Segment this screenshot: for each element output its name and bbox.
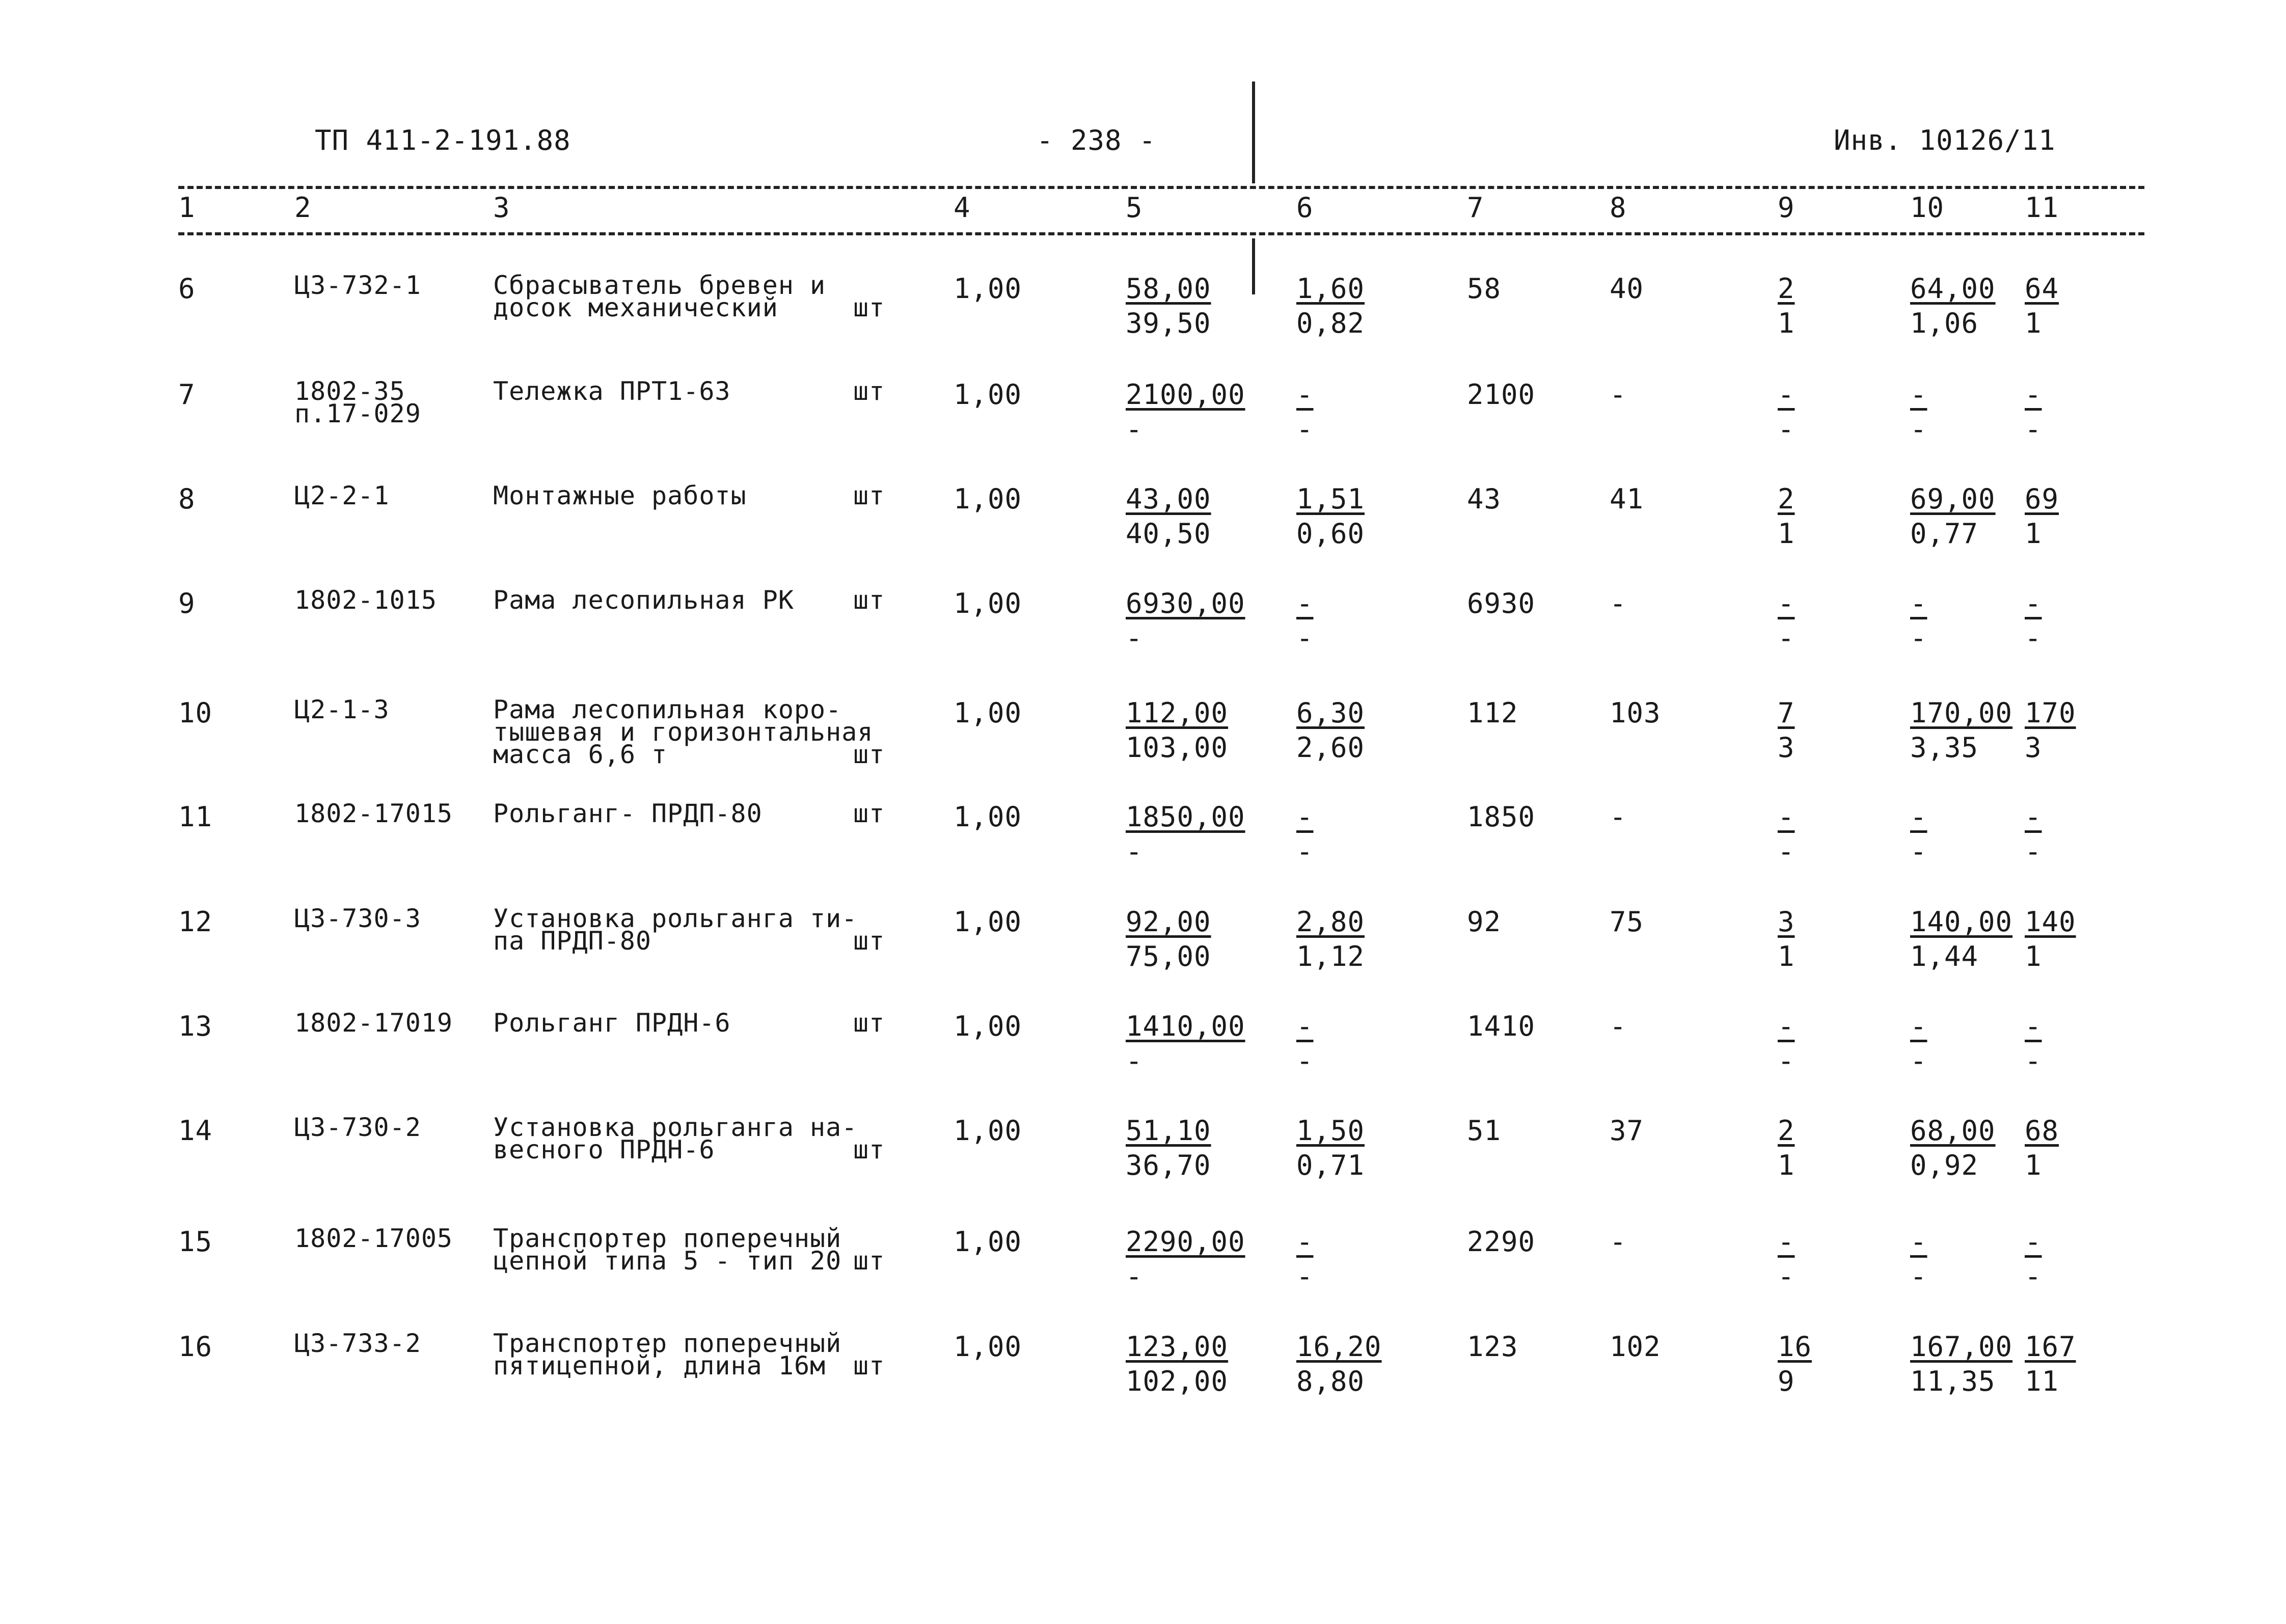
unit: шт (853, 1351, 885, 1381)
price-code: Ц3-730-2 (294, 1113, 421, 1142)
price-code: Ц3-733-2 (294, 1329, 421, 1358)
value-c11-top: - (2025, 1226, 2042, 1258)
value-c5-bottom: - (1126, 1045, 1143, 1077)
value-c9-top: - (1778, 378, 1795, 411)
value-c7: 112 (1467, 697, 1518, 729)
item-name: масса 6,6 т (493, 740, 668, 769)
value-c5-top: 1850,00 (1126, 801, 1245, 833)
value-c6-bottom: 0,82 (1296, 307, 1365, 339)
value-c5-top: 6930,00 (1126, 587, 1245, 619)
column-header-3: 3 (493, 192, 510, 224)
value-c11-top: 64 (2025, 273, 2059, 305)
value-c11-top: - (2025, 1010, 2042, 1042)
quantity: 1,00 (954, 378, 1022, 411)
column-header-4: 4 (954, 192, 971, 224)
row-number: 6 (178, 273, 196, 305)
unit: шт (853, 799, 885, 828)
value-c6-bottom: 0,71 (1296, 1149, 1365, 1181)
column-header-9: 9 (1778, 192, 1795, 224)
value-c6-bottom: - (1296, 622, 1314, 654)
column-header-8: 8 (1610, 192, 1627, 224)
value-c7: 6930 (1467, 587, 1536, 619)
price-code: Ц2-1-3 (294, 695, 390, 724)
value-c6-top: - (1296, 1226, 1314, 1258)
quantity: 1,00 (954, 483, 1022, 515)
value-c7: 58 (1467, 273, 1502, 305)
value-c8: 37 (1610, 1115, 1644, 1147)
value-c6-bottom: - (1296, 413, 1314, 445)
value-c7: 92 (1467, 906, 1502, 938)
item-name: Транспортер поперечный (493, 1224, 842, 1253)
value-c6-top: 2,80 (1296, 906, 1365, 938)
value-c9-bottom: - (1778, 835, 1795, 868)
value-c5-bottom: - (1126, 622, 1143, 654)
quantity: 1,00 (954, 697, 1022, 729)
unit: шт (853, 740, 885, 769)
value-c9-bottom: 9 (1778, 1365, 1795, 1397)
value-c10-top: 167,00 (1910, 1331, 2013, 1363)
document-code: ТП 411-2-191.88 (315, 124, 571, 156)
price-code: 1802-17015 (294, 799, 453, 828)
value-c9-top: 16 (1778, 1331, 1812, 1363)
quantity: 1,00 (954, 906, 1022, 938)
column-header-6: 6 (1296, 192, 1314, 224)
column-header-5: 5 (1126, 192, 1143, 224)
value-c11-bottom: 1 (2025, 518, 2042, 550)
value-c5-top: 1410,00 (1126, 1010, 1245, 1042)
header-rule-top (178, 186, 2144, 189)
quantity: 1,00 (954, 1115, 1022, 1147)
value-c11-top: 68 (2025, 1115, 2059, 1147)
value-c10-top: 170,00 (1910, 697, 2013, 729)
value-c11-bottom: 1 (2025, 940, 2042, 972)
value-c5-bottom: - (1126, 1260, 1143, 1292)
value-c11-bottom: 1 (2025, 307, 2042, 339)
value-c11-bottom: - (2025, 1260, 2042, 1292)
item-name: весного ПРДН-6 (493, 1135, 715, 1165)
value-c9-bottom: 1 (1778, 518, 1795, 550)
value-c10-bottom: 1,44 (1910, 940, 1979, 972)
value-c6-top: - (1296, 587, 1314, 619)
value-c5-bottom: 75,00 (1126, 940, 1211, 972)
value-c5-top: 92,00 (1126, 906, 1211, 938)
value-c7: 43 (1467, 483, 1502, 515)
value-c11-bottom: - (2025, 1045, 2042, 1077)
value-c8: 40 (1610, 273, 1644, 305)
header-rule-bottom (178, 232, 2144, 235)
item-name: Установка рольганга ти- (493, 904, 858, 933)
value-c5-top: 123,00 (1126, 1331, 1229, 1363)
value-c9-top: - (1778, 801, 1795, 833)
value-c6-bottom: 8,80 (1296, 1365, 1365, 1397)
item-name: Рама лесопильная коро- (493, 695, 842, 724)
value-c8: - (1610, 801, 1627, 833)
value-c11-top: - (2025, 801, 2042, 833)
value-c10-top: - (1910, 801, 1927, 833)
value-c10-bottom: - (1910, 413, 1927, 445)
value-c11-top: - (2025, 378, 2042, 411)
value-c5-top: 2100,00 (1126, 378, 1245, 411)
unit: шт (853, 1135, 885, 1165)
value-c11-top: 140 (2025, 906, 2076, 938)
quantity: 1,00 (954, 1010, 1022, 1042)
item-name: досок механический (493, 293, 778, 322)
row-number: 16 (178, 1331, 213, 1363)
value-c11-top: 69 (2025, 483, 2059, 515)
value-c5-top: 43,00 (1126, 483, 1211, 515)
column-header-7: 7 (1467, 192, 1484, 224)
value-c9-top: - (1778, 1010, 1795, 1042)
value-c9-bottom: - (1778, 1260, 1795, 1292)
value-c11-bottom: - (2025, 835, 2042, 868)
value-c9-bottom: - (1778, 622, 1795, 654)
value-c11-bottom: 11 (2025, 1365, 2059, 1397)
price-code: Ц3-730-3 (294, 904, 421, 933)
value-c9-bottom: 1 (1778, 940, 1795, 972)
value-c9-bottom: 1 (1778, 1149, 1795, 1181)
unit: шт (853, 376, 885, 406)
unit: шт (853, 1246, 885, 1276)
price-code: Ц2-2-1 (294, 481, 390, 510)
quantity: 1,00 (954, 801, 1022, 833)
value-c10-top: - (1910, 1010, 1927, 1042)
item-name: Установка рольганга на- (493, 1113, 858, 1142)
value-c7: 51 (1467, 1115, 1502, 1147)
price-code: Ц3-732-1 (294, 270, 421, 300)
value-c6-top: 1,51 (1296, 483, 1365, 515)
row-number: 7 (178, 378, 196, 411)
value-c6-top: 6,30 (1296, 697, 1365, 729)
value-c6-bottom: 2,60 (1296, 732, 1365, 764)
price-code: п.17-029 (294, 399, 421, 428)
unit: шт (853, 481, 885, 510)
row-number: 12 (178, 906, 213, 938)
unit: шт (853, 585, 885, 615)
value-c10-bottom: - (1910, 835, 1927, 868)
quantity: 1,00 (954, 1226, 1022, 1258)
price-code: 1802-1015 (294, 585, 437, 615)
value-c9-top: 3 (1778, 906, 1795, 938)
item-name: пятицепной, длина 16м (493, 1351, 826, 1381)
value-c6-top: 16,20 (1296, 1331, 1382, 1363)
unit: шт (853, 1008, 885, 1038)
value-c6-top: - (1296, 801, 1314, 833)
item-name: Сбрасыватель бревен и (493, 270, 826, 300)
value-c5-bottom: 40,50 (1126, 518, 1211, 550)
value-c9-top: - (1778, 1226, 1795, 1258)
value-c11-top: 170 (2025, 697, 2076, 729)
item-name: Рольганг- ПРДП-80 (493, 799, 763, 828)
inventory-number: Инв. 10126/11 (1834, 124, 2056, 156)
row-number: 13 (178, 1010, 213, 1042)
item-name: Монтажные работы (493, 481, 747, 510)
item-name: Транспортер поперечный (493, 1329, 842, 1358)
value-c10-bottom: 11,35 (1910, 1365, 1996, 1397)
row-number: 8 (178, 483, 196, 515)
value-c10-top: 64,00 (1910, 273, 1996, 305)
value-c5-bottom: 36,70 (1126, 1149, 1211, 1181)
value-c6-top: - (1296, 1010, 1314, 1042)
value-c10-bottom: - (1910, 1045, 1927, 1077)
price-code: 1802-17005 (294, 1224, 453, 1253)
value-c5-bottom: 102,00 (1126, 1365, 1229, 1397)
value-c9-top: 2 (1778, 1115, 1795, 1147)
value-c10-top: - (1910, 378, 1927, 411)
value-c5-top: 2290,00 (1126, 1226, 1245, 1258)
row-number: 11 (178, 801, 213, 833)
value-c11-top: 167 (2025, 1331, 2076, 1363)
value-c6-bottom: - (1296, 835, 1314, 868)
value-c9-bottom: - (1778, 1045, 1795, 1077)
value-c6-top: 1,60 (1296, 273, 1365, 305)
value-c5-top: 51,10 (1126, 1115, 1211, 1147)
value-c5-top: 112,00 (1126, 697, 1229, 729)
value-c11-bottom: - (2025, 622, 2042, 654)
item-name: Тележка ПРТ1-63 (493, 376, 731, 406)
value-c10-top: 68,00 (1910, 1115, 1996, 1147)
value-c9-bottom: - (1778, 413, 1795, 445)
page-fold-line-lower (1252, 238, 1255, 294)
value-c8: 75 (1610, 906, 1644, 938)
row-number: 15 (178, 1226, 213, 1258)
value-c7: 2290 (1467, 1226, 1536, 1258)
value-c8: 103 (1610, 697, 1661, 729)
value-c10-bottom: 0,77 (1910, 518, 1979, 550)
value-c10-top: - (1910, 587, 1927, 619)
column-header-11: 11 (2025, 192, 2059, 224)
row-number: 14 (178, 1115, 213, 1147)
value-c5-bottom: 103,00 (1126, 732, 1229, 764)
quantity: 1,00 (954, 273, 1022, 305)
value-c10-bottom: 3,35 (1910, 732, 1979, 764)
value-c9-top: 7 (1778, 697, 1795, 729)
value-c9-bottom: 3 (1778, 732, 1795, 764)
value-c5-bottom: 39,50 (1126, 307, 1211, 339)
item-name: цепной типа 5 - тип 20 (493, 1246, 842, 1276)
quantity: 1,00 (954, 1331, 1022, 1363)
row-number: 10 (178, 697, 213, 729)
value-c8: 102 (1610, 1331, 1661, 1363)
value-c8: - (1610, 587, 1627, 619)
value-c9-top: - (1778, 587, 1795, 619)
value-c9-bottom: 1 (1778, 307, 1795, 339)
value-c11-bottom: 3 (2025, 732, 2042, 764)
value-c5-top: 58,00 (1126, 273, 1211, 305)
value-c10-bottom: 0,92 (1910, 1149, 1979, 1181)
value-c11-bottom: - (2025, 413, 2042, 445)
value-c8: - (1610, 1010, 1627, 1042)
value-c7: 2100 (1467, 378, 1536, 411)
value-c6-top: - (1296, 378, 1314, 411)
column-header-10: 10 (1910, 192, 1945, 224)
unit: шт (853, 293, 885, 322)
value-c6-bottom: - (1296, 1260, 1314, 1292)
value-c8: - (1610, 1226, 1627, 1258)
row-number: 9 (178, 587, 196, 619)
item-name: тышевая и горизонтальная (493, 717, 874, 747)
value-c10-bottom: 1,06 (1910, 307, 1979, 339)
column-header-1: 1 (178, 192, 196, 224)
value-c11-top: - (2025, 587, 2042, 619)
value-c5-bottom: - (1126, 413, 1143, 445)
value-c10-top: 69,00 (1910, 483, 1996, 515)
value-c11-bottom: 1 (2025, 1149, 2042, 1181)
value-c7: 1850 (1467, 801, 1536, 833)
value-c5-bottom: - (1126, 835, 1143, 868)
value-c10-top: - (1910, 1226, 1927, 1258)
value-c7: 123 (1467, 1331, 1518, 1363)
item-name: Рама лесопильная РК (493, 585, 794, 615)
page-number: - 238 - (1037, 124, 1156, 156)
value-c10-bottom: - (1910, 622, 1927, 654)
value-c10-top: 140,00 (1910, 906, 2013, 938)
value-c6-bottom: - (1296, 1045, 1314, 1077)
value-c6-bottom: 0,60 (1296, 518, 1365, 550)
value-c8: - (1610, 378, 1627, 411)
value-c9-top: 2 (1778, 483, 1795, 515)
page-fold-line (1252, 82, 1255, 183)
value-c7: 1410 (1467, 1010, 1536, 1042)
value-c6-bottom: 1,12 (1296, 940, 1365, 972)
value-c9-top: 2 (1778, 273, 1795, 305)
quantity: 1,00 (954, 587, 1022, 619)
price-code: 1802-17019 (294, 1008, 453, 1038)
column-header-2: 2 (294, 192, 312, 224)
item-name: па ПРДП-80 (493, 926, 652, 956)
price-code: 1802-35 (294, 376, 405, 406)
value-c8: 41 (1610, 483, 1644, 515)
value-c10-bottom: - (1910, 1260, 1927, 1292)
unit: шт (853, 926, 885, 956)
value-c6-top: 1,50 (1296, 1115, 1365, 1147)
item-name: Рольганг ПРДН-6 (493, 1008, 731, 1038)
